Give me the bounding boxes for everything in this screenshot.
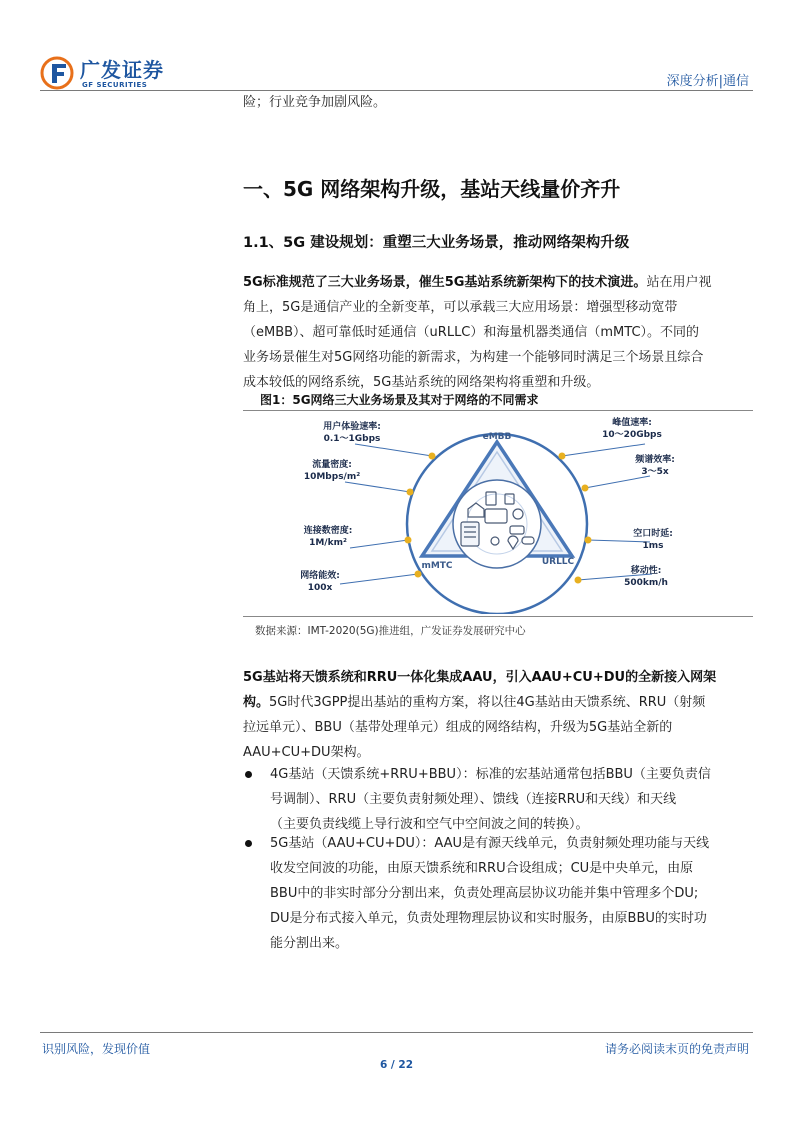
right-label-name: 移动性: (630, 566, 662, 576)
footer-divider (40, 1032, 753, 1033)
para2-line: AAU+CU+DU架构。 (243, 745, 370, 760)
paragraph-2 (243, 665, 753, 765)
section-heading: 一、5G 网络架构升级，基站天线量价齐升 (243, 177, 621, 201)
right-label-value: 1ms (642, 541, 664, 551)
figure-title-divider (243, 410, 753, 411)
left-label-name: 用户体验速率: (323, 422, 381, 432)
para1-line: 业务场景催生对5G网络功能的新需求，为构建一个能够同时满足三个场景且综合 (243, 350, 704, 365)
para1-line: （eMBB）、超可靠低时延通信（uRLLC）和海量机器类通信（mMTC）。不同的 (243, 325, 700, 340)
logo-text-en: GF SECURITIES (82, 81, 148, 89)
right-label-name: 频谱效率: (635, 455, 675, 465)
figure-title: 图1：5G网络三大业务场景及其对于网络的不同需求 (260, 393, 539, 407)
bullet-line: （主要负责线缆上导行波和空气中空间波之间的转换）。 (270, 817, 589, 832)
para2-line: 拉远单元）、BBU（基带处理单元）组成的网络结构，升级为5G基站全新的 (243, 720, 673, 735)
right-label-value: 3～5x (641, 467, 669, 477)
figure-source: 数据来源：IMT-2020(5G)推进组，广发证券发展研究中心 (255, 625, 526, 637)
bullet-line: 4G基站（天馈系统+RRU+BBU）：标准的宏基站通常包括BBU（主要负责信 (270, 767, 711, 782)
corner-label-right: URLLC (541, 557, 575, 567)
corner-label-left: mMTC (421, 561, 453, 571)
right-label-name: 空口时延: (633, 529, 673, 539)
corner-label-top: eMBB (482, 432, 512, 442)
left-label-value: 0.1～1Gbps (323, 434, 381, 444)
bullet-line: 号调制）、RRU（主要负责射频处理）、馈线（连接RRU和天线）和天线 (270, 792, 677, 807)
bullet-line: DU是分布式接入单元，负责处理物理层协议和实时服务，由原BBU的实时功 (270, 911, 707, 926)
header-category: 深度分析|通信 (666, 74, 749, 89)
bullet-dot (245, 840, 252, 847)
header-divider (40, 90, 753, 91)
figure-source-divider (243, 616, 753, 617)
intro-line: 险；行业竞争加剧风险。 (243, 95, 387, 110)
footer-slogan: 识别风险，发现价值 (42, 1042, 151, 1056)
left-label-name: 连接数密度: (303, 526, 353, 536)
bullet-item (270, 762, 755, 837)
para1-line: 角上，5G是通信产业的全新变革，可以承载三大应用场景：增强型移动宽带 (243, 300, 678, 315)
scenario-diagram (260, 414, 700, 614)
bullet-line: 收发空间波的功能，由原天馈系统和RRU合设组成；CU是中央单元，由原 (270, 861, 694, 876)
left-label-value: 10Mbps/m² (303, 472, 361, 482)
para2-line: 5G基站将天馈系统和RRU一体化集成AAU，引入AAU+CU+DU的全新接入网架 (243, 670, 717, 685)
right-label-value: 500km/h (624, 578, 668, 588)
para2-line: 构。5G时代3GPP提出基站的重构方案，将以往4G基站由天馈系统、RRU（射频 (243, 695, 706, 710)
left-label-value: 1M/km² (309, 538, 347, 548)
para1-line: 5G标准规范了三大业务场景，催生5G基站系统新架构下的技术演进。站在用户视 (243, 275, 712, 290)
header-logo (40, 56, 180, 92)
gf-logo-icon (40, 56, 78, 90)
left-label-value: 100x (307, 583, 333, 593)
logo-text-cn: 广发证券 (80, 58, 164, 82)
bullet-line: 能分割出来。 (270, 936, 349, 951)
bullet-line: BBU中的非实时部分分割出来，负责处理高层协议功能并集中管理多个DU; (270, 886, 699, 901)
footer-disclaimer[interactable]: 请务必阅读末页的免责声明 (604, 1042, 749, 1056)
paragraph-1 (243, 270, 753, 395)
left-label-name: 网络能效: (300, 571, 340, 581)
left-label-name: 流量密度: (312, 460, 352, 470)
subsection-heading: 1.1、5G 建设规划：重塑三大业务场景，推动网络架构升级 (243, 235, 630, 251)
bullet-item (270, 831, 755, 956)
bullet-line: 5G基站（AAU+CU+DU）：AAU是有源天线单元，负责射频处理功能与天线 (270, 836, 710, 851)
page-number: 6 / 22 (379, 1059, 414, 1071)
right-label-value: 10～20Gbps (602, 430, 662, 440)
bullet-dot (245, 771, 252, 778)
para1-line: 成本较低的网络系统，5G基站系统的网络架构将重塑和升级。 (243, 375, 600, 390)
right-label-name: 峰值速率: (612, 418, 652, 428)
